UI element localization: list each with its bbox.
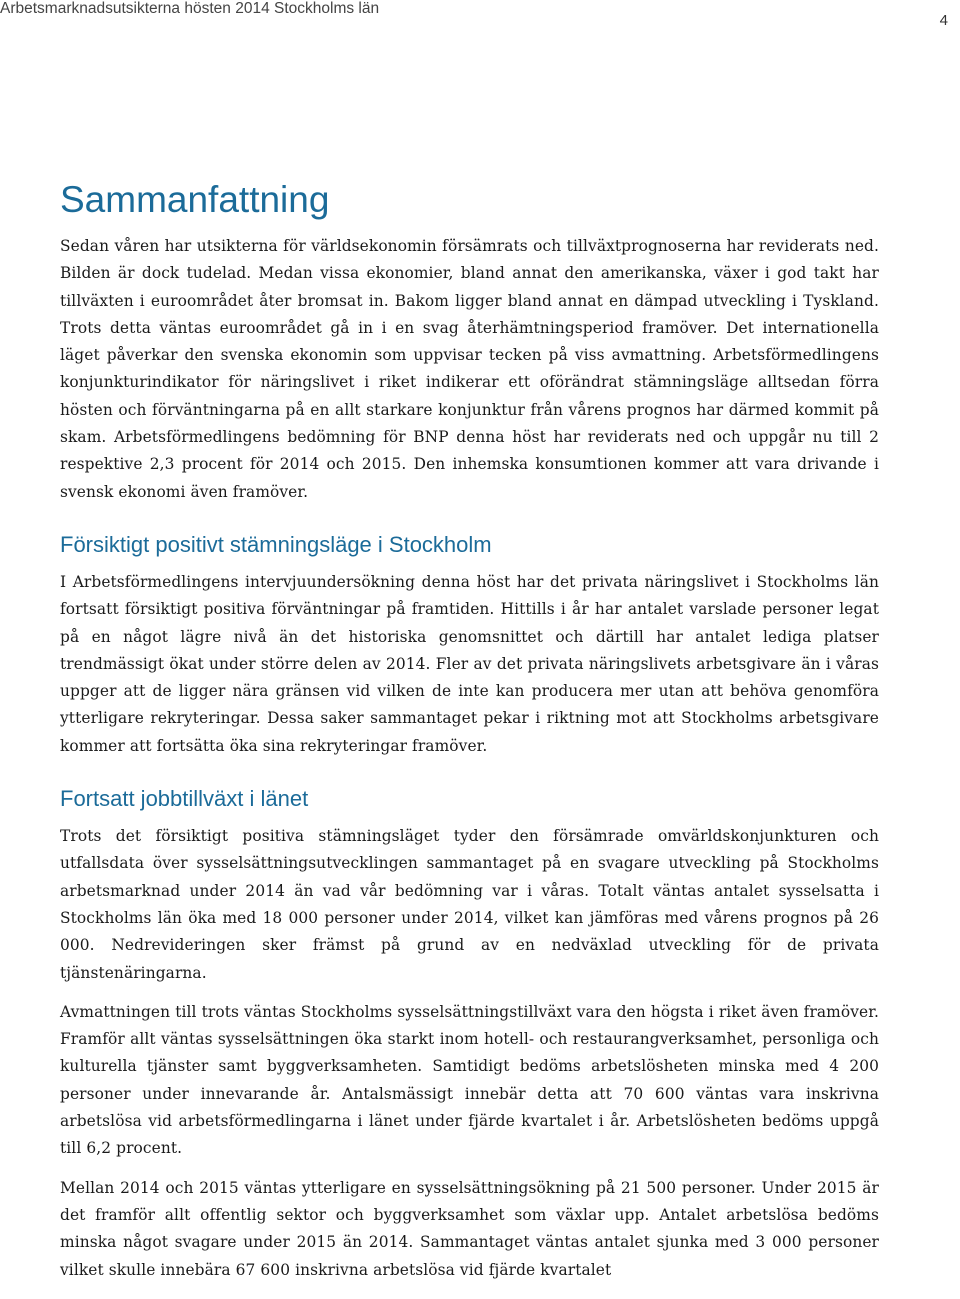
running-title: Arbetsmarknadsutsikterna hösten 2014 Stockholms län — [0, 0, 380, 17]
document-body — [60, 178, 879, 1296]
paragraph-jobbtillvaxt-3: Mellan 2014 och 2015 väntas ytterligare en sysselsättningsökning på 21 500 personer. Under 2015 är det framför allt offentlig sektor och byggverksamhet som växlar upp. Antalet arbetslösa bedöms minska något svagare under 2015 än 2014. Sammantaget väntas antalet sjunka med 3 000 personer vilket skulle innebära 67 600 inskrivna arbetslösa vid fjärde kvartalet — [60, 1178, 879, 1279]
section-heading-stamningslage: Försiktigt positivt stämningsläge i Stockholm — [60, 531, 492, 557]
paragraph-jobbtillvaxt-1: Trots det försiktigt positiva stämningsläget tyder den försämrade omvärldskonjunkturen och utfallsdata över sysselsättningsutvecklingen sammantaget på en svagare utveckling på Stockholms arbetsmarknad under 2014 än vad vår bedömning var i våras. Totalt väntas antalet sysselsatta i Stockholms län öka med 18 000 personer under 2014, vilket kan jämföras med vårens prognos på 26 000. Nedrevideringen sker främst på grund av en nedväxlad utveckling för de privata tjänstenäringarna. — [60, 827, 879, 982]
intro-paragraph: Sedan våren har utsikterna för världsekonomin försämrats och tillväxtprognoserna har reviderats ned. Bilden är dock tudelad. Medan vissa ekonomier, bland annat den amerikanska, växer i god takt har tillväxten i euroområdet åter bromsat in. Bakom ligger bland annat en dämpad utveckling i Tyskland. Trots detta väntas euroområdet gå in i en svag återhämtningsperiod framöver. Det internationella läget påverkar den svenska ekonomin som uppvisar tecken på viss avmattning. Arbetsförmedlingens konjunkturindikator för näringslivet i riket indikerar ett oförändrat stämningsläge alltsedan förra hösten och förväntningarna på en allt starkare konjunktur från vårens prognos har därmed kommit på skam. Arbetsförmedlingens bedömning för BNP denna höst har reviderats ned och uppgår nu till 2 respektive 2,3 procent för 2014 och 2015. Den inhemska konsumtionen kommer att vara drivande i svensk ekonomi även framöver. — [60, 237, 879, 501]
page-title: Sammanfattning — [60, 179, 330, 220]
running-header — [0, 0, 960, 40]
paragraph-jobbtillvaxt-2: Avmattningen till trots väntas Stockholms sysselsättningstillväxt vara den högsta i riket även framöver. Framför allt väntas sysselsättningen öka starkt inom hotell- och restaurangverksamhet, personliga och kulturella tjänster samt byggverksamheten. Samtidigt bedöms arbetslösheten minska med 4 200 personer under innevarande år. Antalsmässigt innebär detta att 70 600 väntas vara inskrivna arbetslösa vid arbetsförmedlingarna i länet under fjärde kvartalet i år. Arbetslösheten bedöms uppgå till 6,2 procent. — [60, 1002, 879, 1158]
page-number: 4 — [939, 12, 948, 29]
section-heading-jobbtillvaxt: Fortsatt jobbtillväxt i länet — [60, 786, 309, 812]
paragraph-stamningslage: I Arbetsförmedlingens intervjuundersökning denna höst har det privata näringslivet i Stockholms län fortsatt försiktigt positiva förväntningar på framtiden. Hittills i år har antalet varslade personer legat på en något lägre nivå än det historiska genomsnittet och därtill har antalet lediga platser trendmässigt ökat under större delen av 2014. Fler av det privata näringslivets arbetsgivare än i våras uppger att de ligger nära gränsen vid vilken de inte kan producera mer utan att behöva genomföra ytterligare rekryteringar. Dessa saker sammantaget pekar i riktning mot att Stockholms arbetsgivare kommer att fortsätta öka sina rekryteringar framöver. — [60, 572, 879, 755]
